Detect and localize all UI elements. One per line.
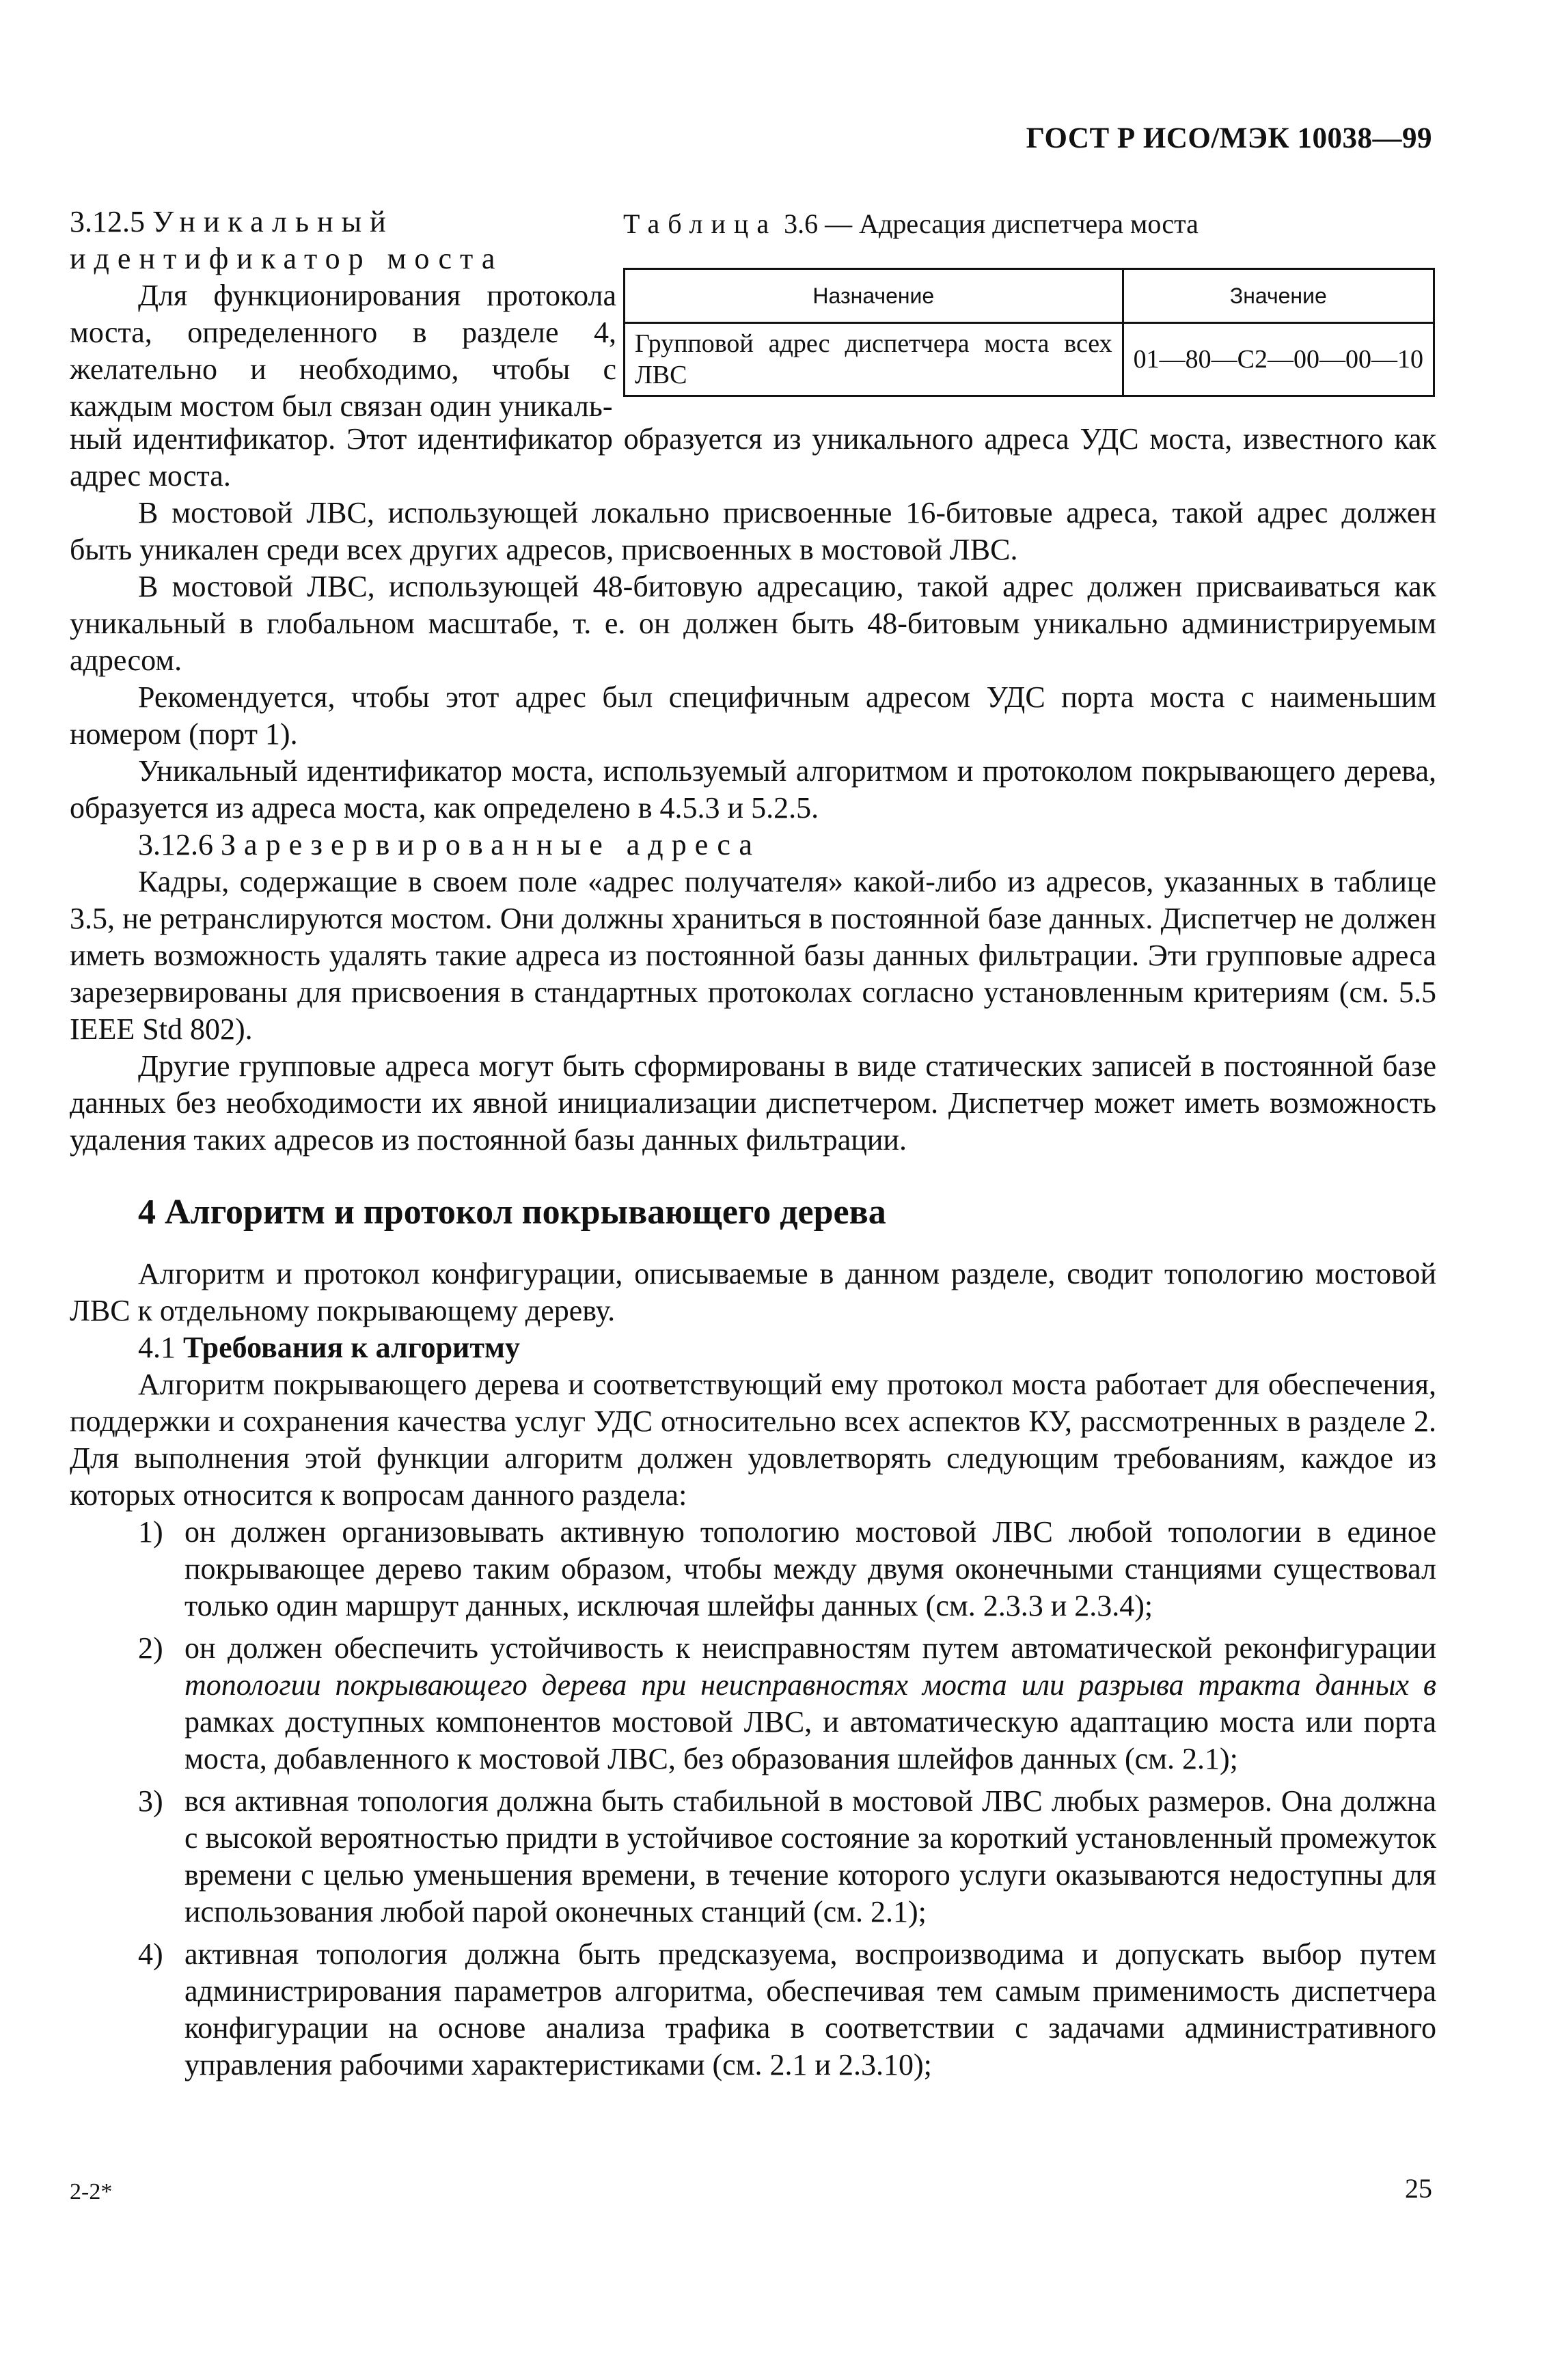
list-item-text: он должен обеспечить устойчивость к неисправностям путем автоматической реконфигурации	[184, 1631, 1436, 1665]
paragraph-cont: ный идентификатор. Этот идентификатор образуется из уникального адреса УДС моста, известного как адрес моста.	[70, 422, 1436, 493]
table-caption-label: Таблица	[623, 208, 778, 239]
list-item-number: 1)	[138, 1515, 163, 1549]
section-number: 3.12.5	[70, 205, 145, 238]
list-item	[70, 1783, 1436, 1931]
section-title: Уникальный идентификатор моста	[70, 205, 504, 275]
list-item-text: рамках доступных компонентов мостовой ЛВС, и автоматическую адаптацию моста или порта моста, добавленного к мостовой ЛВС, без образования шлейфов данных (см. 2.1);	[184, 1705, 1436, 1775]
section-number: 4.1	[138, 1331, 176, 1364]
sheet-signature: 2-2*	[70, 2179, 113, 2204]
section-3-12-5-heading	[70, 204, 616, 277]
list-item	[70, 1514, 1436, 1624]
section-title: Требования к алгоритму	[183, 1331, 520, 1364]
section-4-heading: 4 Алгоритм и протокол покрывающего дерева	[138, 1193, 886, 1232]
requirements-list	[70, 1514, 1436, 2084]
list-item-text: он должен организовывать активную топологию мостовой ЛВС любой топологии в единое покрывающее дерево таким образом, чтобы между двумя оконечными станциями существовал только один маршрут данных, исключая шлейфы данных (см. 2.3.3 и 2.3.4);	[184, 1515, 1436, 1622]
list-item-number: 2)	[138, 1631, 163, 1665]
list-item-number: 4)	[138, 1937, 163, 1971]
list-item	[70, 1936, 1436, 2084]
section-title: Зарезервированные адреса	[221, 828, 761, 861]
paragraph: Кадры, содержащие в своем поле «адрес получателя» какой-либо из адресов, указанных в таблице 3.5, не ретранслируются мостом. Они должны храниться в постоянной базе данных. Диспетчер не должен иметь возможность удалять такие адреса из постоянной базы данных фильтрации. Эти групповые адреса зарезервированы для присвоения в стандартных протоколах согласно установленным критериям (см. 5.5 IEEE Std 802).	[70, 865, 1436, 1046]
section-number: 3.12.6	[138, 828, 213, 861]
list-item	[70, 1630, 1436, 1777]
list-item-text: активная топология должна быть предсказуема, воспроизводима и допускать выбор путем администрирования параметров алгоритма, обеспечивая тем самым применимость диспетчера конфигурации на основе анализа трафика в соответствии с задачами административного управления рабочими характеристиками (см. 2.1 и 2.3.10);	[184, 1937, 1436, 2081]
paragraph: Алгоритм и протокол конфигурации, описываемые в данном разделе, сводит топологию мостовой ЛВС к отдельному покрывающему дереву.	[70, 1257, 1436, 1327]
cell-value: 01—80—С2—00—00—10	[1123, 323, 1434, 396]
table-caption-text: 3.6 — Адресация диспетчера моста	[784, 208, 1199, 239]
column-header-purpose: Назначение	[625, 269, 1123, 323]
paragraph: Другие групповые адреса могут быть сформированы в виде статических записей в постоянной базе данных без необходимости их явной инициализации диспетчером. Диспетчер может иметь возможность удаления таких адресов из постоянной базы данных фильтрации.	[70, 1049, 1436, 1157]
section-4-1-heading	[70, 1329, 1436, 1366]
address-table	[623, 268, 1435, 397]
list-item-italic-text: топологии покрывающего дерева при неисправностях моста или разрыва тракта данных в	[184, 1668, 1436, 1702]
paragraph: В мостовой ЛВС, использующей 48-битовую адресацию, такой адрес должен присваиваться как уникальный в глобальном масштабе, т. е. он должен быть 48-битовым уникально администрируемым адресом.	[70, 570, 1436, 677]
intro-text: Для функционирования протокола моста, определенного в разделе 4, желательно и необходимо, чтобы с каждым мостом был связан один уникаль-	[70, 279, 616, 423]
section-3-12-5-intro	[70, 204, 616, 425]
list-item-text: вся активная топология должна быть стабильной в мостовой ЛВС любых размеров. Она должна с высокой вероятностью придти в устойчивое состояние за короткий установленный промежуток времени с целью уменьшения времени, в течение которого услуги оказываются недоступны для использования любой парой оконечных станций (см. 2.1);	[184, 1784, 1436, 1928]
list-item-number: 3)	[138, 1784, 163, 1818]
table-caption	[623, 208, 1199, 240]
section-3-12-6-heading	[70, 827, 1436, 863]
page-number: 25	[1405, 2173, 1432, 2204]
document-header: ГОСТ Р ИСО/МЭК 10038—99	[1026, 122, 1432, 154]
table-row	[625, 323, 1434, 396]
paragraph: В мостовой ЛВС, использующей локально присвоенные 16-битовые адреса, такой адрес должен быть уникален среди всех других адресов, присвоенных в мостовой ЛВС.	[70, 496, 1436, 566]
table-header-row	[625, 269, 1434, 323]
paragraph: Алгоритм покрывающего дерева и соответствующий ему протокол моста работает для обеспечения, поддержки и сохранения качества услуг УДС относительно всех аспектов КУ, рассмотренных в разделе 2. Для выполнения этой функции алгоритм должен удовлетворять следующим требованиям, каждое из которых относится к вопросам данного раздела:	[70, 1368, 1436, 1512]
paragraph: Рекомендуется, чтобы этот адрес был специфичным адресом УДС порта моста с наименьшим номером (порт 1).	[70, 680, 1436, 751]
cell-purpose: Групповой адрес диспетчера моста всех ЛВС	[625, 323, 1123, 396]
paragraph: Уникальный идентификатор моста, используемый алгоритмом и протоколом покрывающего дерева, образуется из адреса моста, как определено в 4.5.3 и 5.2.5.	[70, 754, 1436, 825]
column-header-value: Значение	[1123, 269, 1434, 323]
main-text	[70, 421, 1436, 2089]
